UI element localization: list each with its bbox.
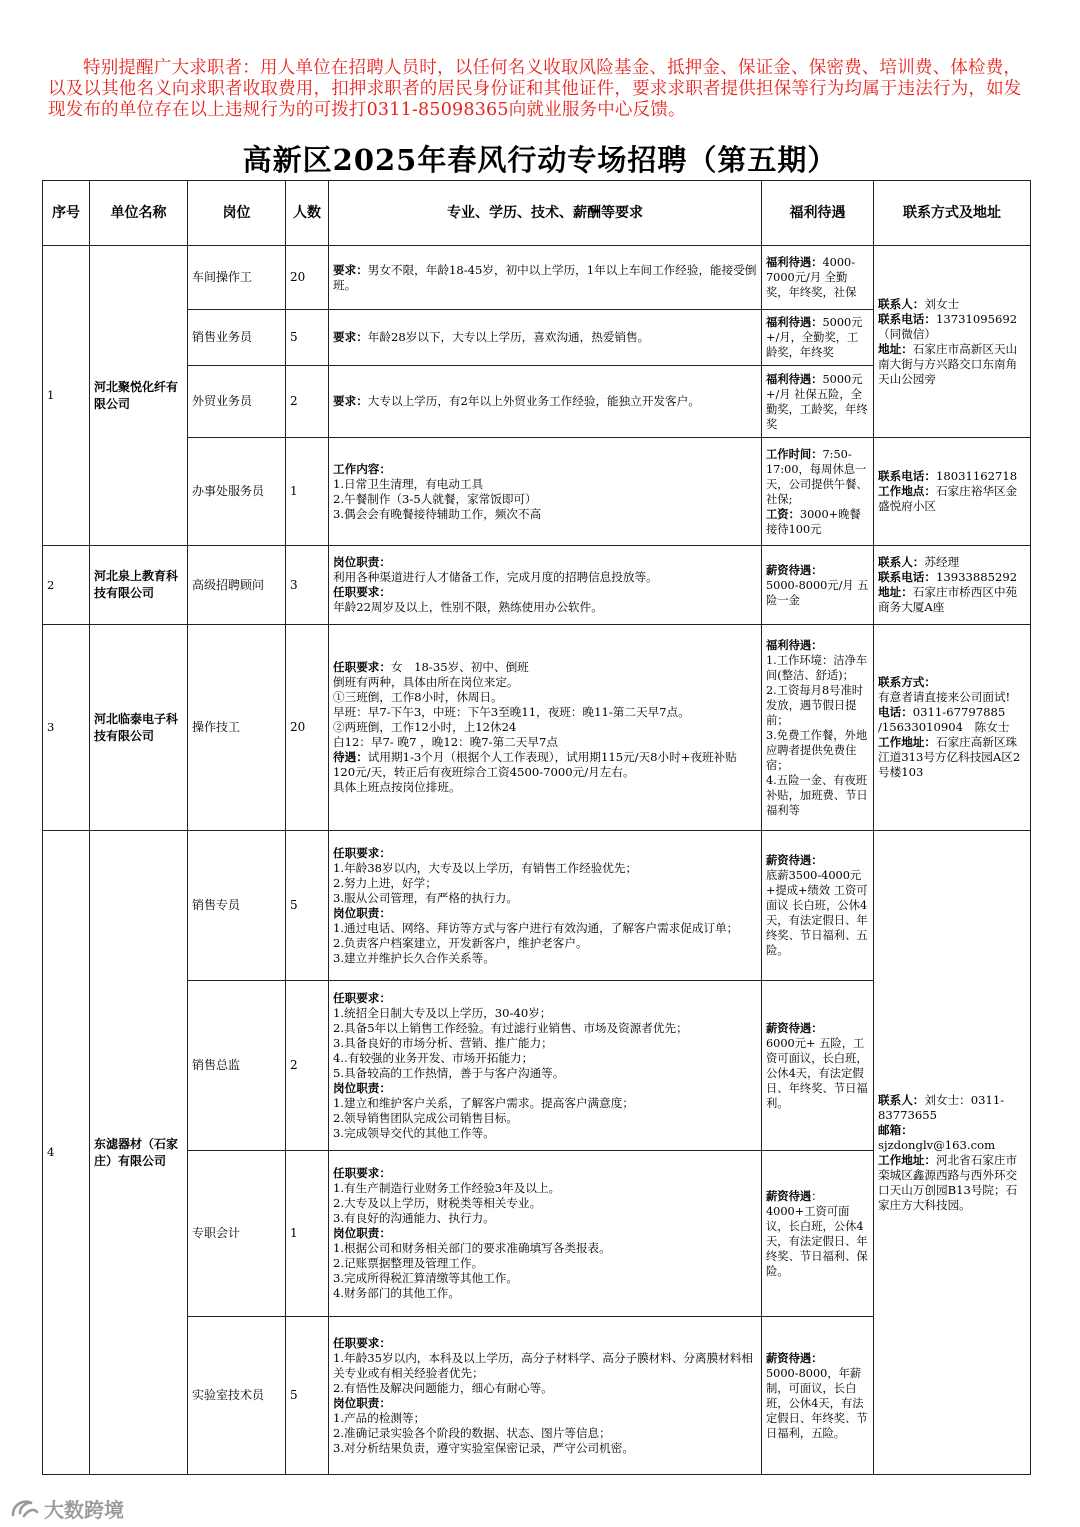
line-label: 福利待遇： [766,255,823,269]
benefits-cell [762,438,874,546]
anti-fraud-notice: 特别提醒广大求职者：用人单位在招聘人员时，以任何名义收取风险基金、抵押金、保证金、保密费、培训费、体检费，以及以其他名义向求职者收取费用，扣押求职者的居民身份证和其他证件，要求求职者提供担保等行为均属于违法行为，如发现发布的单位存在以上违规行为的可拨打0311-85098365向就业服务中心反馈。 [48,58,1022,120]
line-value: 2.具备5年以上销售工作经验。有过滤行业销售、市场及资源者优先； [333,1020,688,1035]
line-label: 任职要求： [333,1166,391,1180]
line-label: 地址： [878,585,913,599]
text-line [878,1093,1026,1123]
line-value: 2.负责客户档案建立，开发新客户，维护老客户。 [333,935,588,950]
contact-cell [874,546,1031,625]
benefits-cell [762,546,874,625]
line-value: 利用各种渠道进行人才储备工作，完成月度的招聘信息投放等。 [333,570,658,584]
text-line [878,469,1026,484]
company-name: 河北临泰电子科技有限公司 [90,625,188,831]
line-label: 联系方式： [878,675,936,689]
contact-cell [874,831,1031,1475]
text-line [333,1411,757,1426]
line-value: sjzdonglv@163.com [878,1137,996,1152]
line-label: 地址： [878,341,913,356]
text-line [333,780,757,795]
line-label: 工作地点： [878,484,936,498]
company-name: 河北泉上教育科技有限公司 [90,546,188,625]
line-value: ②两班倒，工作12小时，上12休24 [333,720,517,734]
requirements-cell [329,1151,762,1317]
line-value: 13731095692（同微信） [878,311,1018,341]
text-line [333,1096,757,1111]
text-line [333,1396,757,1411]
text-line [333,1271,757,1286]
line-value: 4000-7000元/月 全勤奖，年终奖，社保 [766,256,857,299]
line-label: 任职要求： [333,660,391,674]
line-label: 岗位职责： [333,905,391,920]
benefits-cell [762,1317,874,1475]
header-benefits: 福利待遇 [762,181,874,246]
text-line [333,951,757,966]
line-value: 石家庄市高新区天山南大街与方兴路交口东南角天山公园旁 [878,341,1018,386]
line-value: 1.有生产制造行业财务工作经验3年及以上。 [333,1181,561,1195]
table-row [43,625,1031,831]
table-row [43,546,1031,625]
benefits-cell [762,246,874,310]
line-value: 河北省石家庄市栾城区鑫源西路与西外环交口天山万创园B13号院；石家庄方大科技园。 [878,1152,1018,1212]
line-label: 工作地址： [878,735,936,749]
line-value: ①三班倒，工作8小时，休周日。 [333,690,503,704]
line-value: 石家庄高新区珠江道313号方亿科技园A区2号楼103 [878,735,1021,779]
line-value: 女 18-35岁、初中、倒班 [390,660,529,674]
requirements-cell [329,366,762,438]
text-line [333,891,757,906]
text-line [878,735,1026,780]
line-label: 福利待遇： [766,637,823,652]
text-line [766,447,869,507]
text-line [333,735,757,750]
line-label: 任职要求： [333,990,391,1005]
benefits-cell [762,981,874,1151]
text-line [766,868,869,958]
head-count: 20 [286,246,329,310]
line-label: 待遇： [333,750,368,764]
text-line [333,1111,757,1126]
line-label: 要求： [333,394,368,408]
line-value: 13933885292 [935,570,1018,584]
line-value: 4..有较强的业务开发、市场开拓能力； [333,1050,534,1065]
text-line [333,600,757,615]
requirements-cell [329,310,762,366]
line-value: 3.服从公司管理，有严格的执行力。 [333,890,518,905]
head-count: 2 [286,981,329,1151]
company-name: 河北聚悦化纤有限公司 [90,246,188,546]
requirements-cell [329,981,762,1151]
line-value: 男女不限，年龄18-45岁，初中以上学历，1年以上车间工作经验，能接受倒班。 [333,262,757,292]
text-line [333,1256,757,1271]
line-value: 5000元+/月 社保五险，全勤奖，工龄奖，年终奖 [766,372,868,431]
watermark [10,1493,124,1523]
line-label: 岗位职责： [333,1080,391,1095]
requirements-cell [329,546,762,625]
line-label: 联系人： [878,555,925,569]
line-value: 刘女士 [924,296,960,311]
line-value: 3.完成领导交代的其他工作等。 [333,1125,495,1140]
line-label: 工作时间： [766,446,823,461]
line-value: 1.建立和维护客户关系，了解客户需求。提高客户满意度； [333,1095,634,1110]
benefits-cell [762,1151,874,1317]
head-count: 3 [286,546,329,625]
line-label: 工资： [766,506,800,521]
contact-cell [874,625,1031,831]
head-count: 5 [286,310,329,366]
line-value: 刘女士：0311-83773655 [878,1092,1005,1122]
text-line [333,936,757,951]
line-label: 福利待遇： [766,315,823,329]
line-value: 6000元+ 五险，工资可面议，长白班，公休4天，有法定假日、年终奖、节日福利。 [766,1036,868,1110]
line-value: 1.统招全日制大专及以上学历，30-40岁； [333,1005,552,1020]
line-value: 3000+晚餐接待100元 [766,507,861,536]
line-value: 1.工作环境：洁净车间(整洁、舒适)； [766,653,868,682]
company-name: 东滤器材（石家庄）有限公司 [90,831,188,1475]
line-value: 1.根据公司和财务相关部门的要求准确填写各类报表。 [333,1241,611,1255]
line-value: 2.领导销售团队完成公司销售目标。 [333,1110,518,1125]
position-name: 操作技工 [188,625,286,831]
line-value: 3.有良好的沟通能力、执行力。 [333,1211,495,1225]
req-line: 3.偶会会有晚餐接待辅助工作，频次不高 [333,506,542,521]
position-name: 外贸业务员 [188,366,286,438]
head-count: 1 [286,438,329,546]
row-no: 1 [43,246,90,546]
line-value: 早班：早7-下午3，中班：下午3至晚11，夜班：晚11-第二天早7点。 [333,705,690,719]
line-value: 2.努力上进，好学； [333,875,437,890]
text-line [766,638,869,653]
line-value: 石家庄裕华区金盛悦府小区 [878,484,1018,513]
text-line [333,690,757,705]
line-label: 岗位职责： [333,555,391,569]
line-value: 5000-8000元/月 五险一金 [766,578,869,607]
contact-cell [874,246,1031,438]
line-value: 年龄22周岁及以上，性别不限，熟练使用办公软件。 [333,600,603,614]
head-count: 1 [286,1151,329,1317]
line-value: 1.年龄38岁以内，大专及以上学历，有销售工作经验优先； [333,860,638,875]
text-line [333,1381,757,1396]
text-line [766,1189,869,1279]
line-value: 苏经理 [924,555,960,569]
line-label: 福利待遇： [766,371,823,386]
text-line [333,705,757,720]
text-line [878,675,1026,690]
text-line [333,330,757,345]
benefits-cell [762,625,874,831]
line-value: 7:50-17:00，每周休息一天，公司提供午餐、社保; [766,447,868,506]
text-line [878,312,1026,342]
table-row [43,246,1031,310]
line-value: 4.财务部门的其他工作。 [333,1286,460,1300]
row-no: 2 [43,546,90,625]
line-label: 任职要求： [333,1335,391,1350]
line-label: 薪资待遇： [766,1350,823,1365]
line-label: 薪资待遇： [766,1020,823,1035]
text-line [333,1351,757,1381]
line-value: 2.记账票据整理及管理工作。 [333,1256,484,1270]
text-line [333,1211,757,1226]
header-no: 序号 [43,181,90,246]
text-line [878,690,1026,705]
line-label: 联系电话： [878,469,936,483]
line-value: ：4000+工资可面议，长白班，公休4天，有法定假日、年终奖、节日福利、保险。 [766,1189,868,1278]
text-line [878,342,1026,387]
text-line [878,1123,1026,1153]
position-name: 销售业务员 [188,310,286,366]
requirements-cell [329,625,762,831]
text-line [878,484,1026,514]
line-value: 3.完成所得税汇算清缴等其他工作。 [333,1271,518,1285]
text-line [766,1366,869,1441]
line-label: 任职要求： [333,845,391,860]
text-line [766,773,869,818]
line-label: 薪资待遇： [766,853,823,867]
text-line [333,906,757,921]
text-line [333,1021,757,1036]
text-line [766,1021,869,1036]
text-line [333,1241,757,1256]
row-no: 3 [43,625,90,831]
line-value: 4.五险一金、有夜班补贴，加班费、节日福利等 [766,773,868,817]
line-value: 2.准确记录实验各个阶段的数据、状态、图片等信息； [333,1425,611,1440]
text-line [333,846,757,861]
text-line [766,1351,869,1366]
text-line [333,555,757,570]
line-label: 联系人： [878,296,925,311]
line-value: 有意者请直接来公司面试! [878,690,1011,704]
header-contact: 联系方式及地址 [874,181,1031,246]
text-line [333,1036,757,1051]
text-line [333,585,757,600]
line-value: 2.有悟性及解决问题能力，细心有耐心等。 [333,1380,553,1395]
text-line [333,1226,757,1241]
text-line [333,660,757,675]
line-label: 要求： [333,330,368,344]
text-line [333,720,757,735]
row-no: 4 [43,831,90,1475]
text-line [766,578,869,608]
text-line [333,263,757,293]
text-line [333,1286,757,1301]
text-line [333,394,757,409]
line-value: 2.大专及以上学历，财税类等相关专业。 [333,1196,542,1210]
benefits-cell [762,310,874,366]
table-header-row [43,181,1031,246]
text-line [766,1036,869,1111]
benefits-cell [762,831,874,981]
text-line [878,705,1026,735]
position-name: 专职会计 [188,1151,286,1317]
line-label: 岗位职责： [333,1395,391,1410]
line-value: 大专以上学历，有2年以上外贸业务工作经验，能独立开发客户。 [367,394,700,408]
text-line [333,750,757,780]
position-name: 实验室技术员 [188,1317,286,1475]
text-line [333,1196,757,1211]
text-line [333,921,757,936]
req-heading: 工作内容： [333,461,391,476]
text-line [766,653,869,683]
line-value: 石家庄市桥西区中苑商务大厦A座 [878,585,1018,614]
line-value: 1.通过电话、网络、拜访等方式与客户进行有效沟通，了解客户需求促成订单； [333,920,739,935]
line-value: 5000元+/月，全勤奖，工龄奖，年终奖 [766,316,863,359]
line-value: 年龄28岁以下，大专以上学历，喜欢沟通，热爱销售。 [367,330,650,344]
head-count: 5 [286,1317,329,1475]
text-line [766,255,869,300]
line-value: 5.具备较高的工作热情，善于与客户沟通等。 [333,1065,565,1080]
text-line [878,555,1026,570]
req-line: 1.日常卫生清理，有电动工具 [333,476,484,491]
header-requirements: 专业、学历、技术、薪酬等要求 [329,181,762,246]
line-value: 2.工资每月8号准时发放，遇节假日提前； [766,683,864,727]
text-line [333,1081,757,1096]
line-label: 任职要求： [333,585,391,599]
line-label: 薪资待遇 [766,1188,812,1203]
benefits-cell [762,366,874,438]
text-line [878,585,1026,615]
text-line [333,675,757,690]
text-line [766,563,869,578]
text-line [333,1441,757,1456]
text-line [333,1426,757,1441]
line-value: 3.具备良好的市场分析、营销、推广能力； [333,1035,553,1050]
line-label: 电话： [878,705,913,719]
head-count: 2 [286,366,329,438]
position-name: 销售总监 [188,981,286,1151]
text-line [333,1181,757,1196]
position-name: 车间操作工 [188,246,286,310]
text-line [333,861,757,876]
text-line [766,853,869,868]
line-value: 1.年龄35岁以内，本科及以上学历，高分子材料学、高分子膜材料、分离膜材料相关专业或有相关经验者优先； [333,1350,754,1380]
table-row [43,438,1031,546]
line-label: 岗位职责： [333,1226,391,1240]
header-company: 单位名称 [90,181,188,246]
requirements-cell [329,1317,762,1475]
text-line [333,1336,757,1351]
page-title: 高新区2025年春风行动专场招聘（第五期） [242,143,838,177]
text-line [878,1153,1026,1213]
requirements-cell [329,246,762,310]
line-value: 0311-67797885 /15633010904 陈女士 [878,705,1010,734]
watermark-text: 大数跨境 [44,1497,124,1522]
line-label: 工作地址： [878,1152,936,1167]
position-name: 办事处服务员 [188,438,286,546]
table-row [43,831,1031,981]
contact-cell [874,438,1031,546]
line-value: 倒班有两种，具体由所在岗位来定。 [333,675,519,689]
text-line [766,315,869,360]
line-value: 3.免费工作餐，外地应聘者提供免费住宿； [766,728,868,772]
text-line [878,297,1026,312]
line-value: 试用期1-3个月（根据个人工作表现），试用期115元/天8小时+夜班补贴120元/天，转正后有夜班综合工资4500-7000元/月左右。 [333,750,737,779]
line-label: 联系人： [878,1092,925,1107]
header-count: 人数 [286,181,329,246]
text-line [333,1006,757,1021]
requirements-cell [329,438,762,546]
head-count: 5 [286,831,329,981]
line-value: 18031162718 [935,469,1018,483]
position-name: 高级招聘顾问 [188,546,286,625]
text-line [878,570,1026,585]
jobs-table [42,180,1031,1475]
line-label: 联系电话： [878,570,936,584]
text-line [766,683,869,728]
watermark-logo-icon [10,1496,40,1520]
text-line [766,372,869,432]
line-value: 具体上班点按岗位排班。 [333,780,461,794]
line-label: 邮箱： [878,1122,913,1137]
head-count: 20 [286,625,329,831]
header-position: 岗位 [188,181,286,246]
text-line [333,1126,757,1141]
text-line [766,728,869,773]
req-line: 2.午餐制作（3-5人就餐，家常饭即可） [333,491,537,506]
line-label: 薪资待遇： [766,562,823,577]
line-label: 要求： [333,262,368,277]
line-value: 3.对分析结果负责，遵守实验室保密记录，严守公司机密。 [333,1440,634,1455]
text-line [333,1166,757,1181]
line-value: 5000-8000，年薪制，可面议，长白班，公休4天，有法定假日、年终奖、节日福利，五险。 [766,1366,868,1440]
text-line [333,570,757,585]
line-value: 白12：早7- 晚7 ，晚12：晚7-第二天早7点 [333,735,558,749]
position-name: 销售专员 [188,831,286,981]
text-line [766,507,869,537]
line-value: 1.产品的检测等； [333,1410,426,1425]
line-label: 联系电话： [878,311,936,326]
line-value: 3.建立并维护长久合作关系等。 [333,950,495,965]
requirements-cell [329,831,762,981]
text-line [333,1066,757,1081]
text-line [333,991,757,1006]
text-line [333,876,757,891]
text-line [333,1051,757,1066]
line-value: 底薪3500-4000元+提成+绩效 工资可面议 长白班，公休4天，有法定假日、年终奖、节日福利、五险。 [766,869,868,957]
